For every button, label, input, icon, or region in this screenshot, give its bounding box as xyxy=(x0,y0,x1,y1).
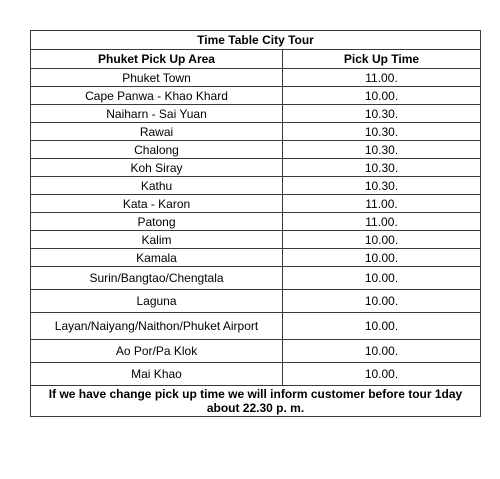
pickup-area: Mai Khao xyxy=(31,363,283,386)
pickup-time: 10.30. xyxy=(283,105,481,123)
table-row xyxy=(31,69,481,87)
pickup-time: 10.00. xyxy=(283,313,481,340)
footer-note xyxy=(31,386,481,417)
pickup-area: Layan/Naiyang/Naithon/Phuket Airport xyxy=(31,313,283,340)
table-row xyxy=(31,195,481,213)
table-title: Time Table City Tour xyxy=(31,31,481,50)
pickup-area: Surin/Bangtao/Chengtala xyxy=(31,267,283,290)
pickup-time: 10.00. xyxy=(283,267,481,290)
pickup-time: 10.00. xyxy=(283,363,481,386)
table-row xyxy=(31,363,481,386)
pickup-area: Laguna xyxy=(31,290,283,313)
footer-note-line2: about 22.30 p. m. xyxy=(206,401,305,415)
table-row xyxy=(31,177,481,195)
pickup-time: 10.00. xyxy=(283,249,481,267)
table-row xyxy=(31,141,481,159)
pickup-time: 10.00. xyxy=(283,87,481,105)
footer-note-line1: If we have change pick up time we will inform customer before tour 1day xyxy=(48,387,463,401)
pickup-area: Cape Panwa - Khao Khard xyxy=(31,87,283,105)
pickup-area: Ao Por/Pa Klok xyxy=(31,340,283,363)
table-row xyxy=(31,340,481,363)
table-row xyxy=(31,159,481,177)
pickup-time: 10.30. xyxy=(283,177,481,195)
pickup-area: Kamala xyxy=(31,249,283,267)
table-row xyxy=(31,290,481,313)
pickup-timetable xyxy=(30,30,481,417)
pickup-time: 10.30. xyxy=(283,159,481,177)
pickup-area: Naiharn - Sai Yuan xyxy=(31,105,283,123)
pickup-time: 10.00. xyxy=(283,290,481,313)
pickup-area: Kathu xyxy=(31,177,283,195)
table-row xyxy=(31,267,481,290)
table-row xyxy=(31,105,481,123)
pickup-time: 10.30. xyxy=(283,141,481,159)
pickup-area: Kalim xyxy=(31,231,283,249)
table-row xyxy=(31,213,481,231)
table-row xyxy=(31,123,481,141)
pickup-area: Kata - Karon xyxy=(31,195,283,213)
pickup-time: 10.00. xyxy=(283,231,481,249)
pickup-time: 11.00. xyxy=(283,213,481,231)
column-header-area: Phuket Pick Up Area xyxy=(31,50,283,69)
pickup-time: 10.00. xyxy=(283,340,481,363)
table-row xyxy=(31,313,481,340)
pickup-area: Patong xyxy=(31,213,283,231)
pickup-area: Chalong xyxy=(31,141,283,159)
pickup-area: Rawai xyxy=(31,123,283,141)
table-row xyxy=(31,87,481,105)
table-row xyxy=(31,231,481,249)
pickup-time: 11.00. xyxy=(283,195,481,213)
column-header-time: Pick Up Time xyxy=(283,50,481,69)
pickup-area: Koh Siray xyxy=(31,159,283,177)
pickup-time: 10.30. xyxy=(283,123,481,141)
pickup-time: 11.00. xyxy=(283,69,481,87)
pickup-area: Phuket Town xyxy=(31,69,283,87)
table-row xyxy=(31,249,481,267)
